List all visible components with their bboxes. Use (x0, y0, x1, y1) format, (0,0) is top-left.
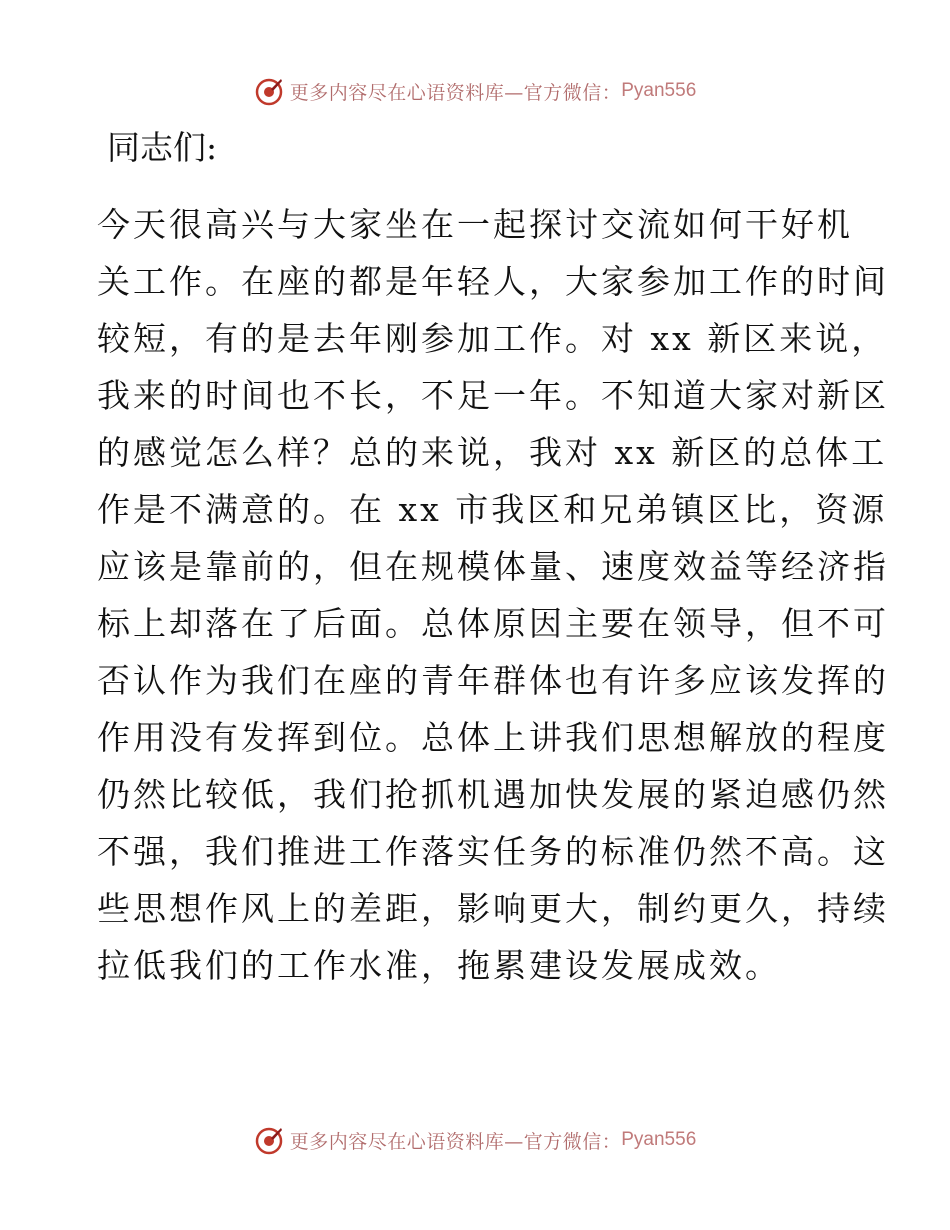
body-line: 我来的时间也不长，不足一年。不知道大家对新区 (97, 376, 889, 415)
body-line: 今天很高兴与大家坐在一起探讨交流如何干好机 (97, 205, 853, 244)
body-line: 作是不满意的。在 xx 市我区和兄弟镇区比，资源 (97, 490, 888, 529)
body-line: 否认作为我们在座的青年群体也有许多应该发挥的 (97, 661, 889, 700)
body-line: 关工作。在座的都是年轻人，大家参加工作的时间 (97, 262, 889, 301)
document-body (97, 196, 889, 994)
body-line: 些思想作风上的差距，影响更大，制约更久，持续 (97, 889, 889, 928)
body-line: 仍然比较低，我们抢抓机遇加快发展的紧迫感仍然 (97, 775, 889, 814)
footer-wechat-id: Pyan556 (621, 1129, 697, 1150)
quill-seal-icon (254, 1125, 284, 1155)
salutation: 同志们: (107, 128, 218, 167)
footer-banner-text: 更多内容尽在心语资料库—官方微信： (289, 1130, 622, 1153)
header-banner-text: 更多内容尽在心语资料库—官方微信： (289, 81, 622, 104)
header-wechat-id: Pyan556 (621, 80, 697, 101)
body-line: 作用没有发挥到位。总体上讲我们思想解放的程度 (97, 718, 889, 757)
quill-seal-icon (254, 76, 284, 106)
body-line: 的感觉怎么样？总的来说，我对 xx 新区的总体工 (97, 433, 888, 472)
footer-banner (0, 1120, 950, 1160)
body-line: 较短，有的是去年刚参加工作。对 xx 新区来说， (97, 319, 888, 358)
body-line: 不强，我们推进工作落实任务的标准仍然不高。这 (97, 832, 889, 871)
body-line: 标上却落在了后面。总体原因主要在领导，但不可 (97, 604, 889, 643)
body-line: 应该是靠前的，但在规模体量、速度效益等经济指 (97, 547, 889, 586)
body-line: 拉低我们的工作水准，拖累建设发展成效。 (97, 946, 781, 985)
header-banner (0, 71, 950, 111)
